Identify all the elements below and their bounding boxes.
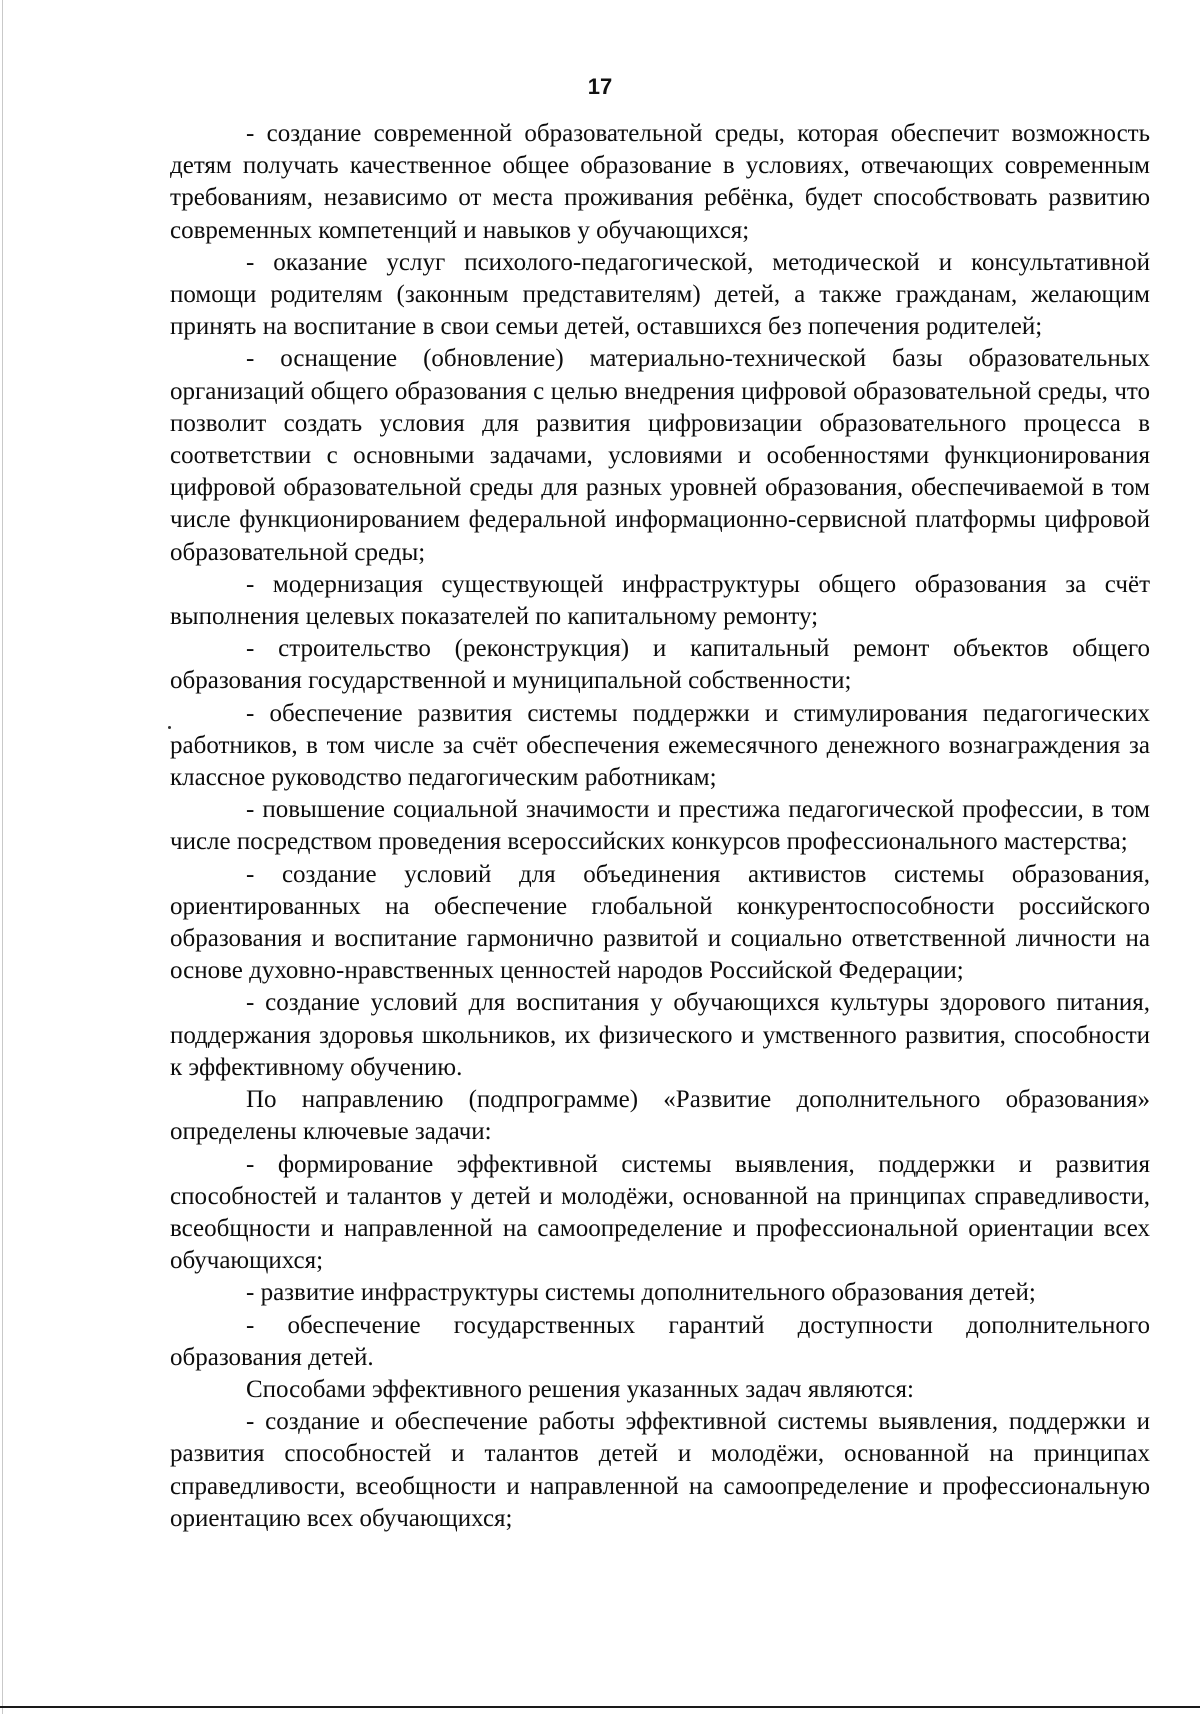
paragraph: - создание условий для объединения активистов системы образования, ориентированных на обеспечение глобальной конкурентоспособности российского образования и воспитание гармонично развитой и социально ответственной личности на основе духовно-нравственных ценностей народов Российской Федерации; xyxy=(170,860,1150,985)
paragraph: - оснащение (обновление) материально-технической базы образовательных организаций общего образования с целью внедрения цифровой образовательной среды, что позволит создать условия для развития цифровизации образовательного процесса в соответствии с основными задачами, условиями и особенностями функционирования цифровой образовательной среды для разных уровней образования, обеспечиваемой в том числе функционированием федеральной информационно-сервисной платформы цифровой образовательной среды; xyxy=(170,345,1150,566)
paragraph: - модернизация существующей инфраструктуры общего образования за счёт выполнения целевых показателей по капитальному ремонту; xyxy=(170,570,1150,631)
paragraph: - создание и обеспечение работы эффективной системы выявления, поддержки и развития способностей и талантов детей и молодёжи, основанной на принципах справедливости, всеобщности и направленной на самоопределение и профессиональную ориентацию всех обучающихся; xyxy=(170,1408,1150,1532)
scan-edge-bottom xyxy=(0,1706,1200,1708)
paragraph: - повышение социальной значимости и престижа педагогической профессии, в том числе посредством проведения всероссийских конкурсов профессионального мастерства; xyxy=(170,796,1150,856)
paragraph: Способами эффективного решения указанных задач являются: xyxy=(246,1375,914,1403)
paragraph: - строительство (реконструкция) и капитальный ремонт объектов общего образования государственной и муниципальной собственности; xyxy=(170,635,1150,695)
scan-edge-left xyxy=(2,0,3,1714)
page-number: 17 xyxy=(587,74,613,99)
paragraph: - формирование эффективной системы выявления, поддержки и развития способностей и талантов у детей и молодёжи, основанной на принципах справедливости, всеобщности и направленной на самоопределение и профессиональной ориентации всех обучающихся; xyxy=(170,1150,1150,1275)
paragraph: - оказание услуг психолого-педагогической, методической и консультативной помощи родителям (законным представителям) детей, а также гражданам, желающим принять на воспитание в свои семьи детей, оставшихся без попечения родителей; xyxy=(170,248,1150,341)
paragraph: - обеспечение государственных гарантий доступности дополнительного образования детей. xyxy=(170,1311,1150,1371)
paragraph: По направлению (подпрограмме) «Развитие дополнительного образования» определены ключевые задачи: xyxy=(170,1086,1150,1146)
paragraph: - развитие инфраструктуры системы дополнительного образования детей; xyxy=(246,1279,1036,1307)
paragraph: - создание современной образовательной среды, которая обеспечит возможность детям получать качественное общее образование в условиях, отвечающих современным требованиям, независимо от места проживания ребёнка, будет способствовать развитию современных компетенций и навыков у обучающихся; xyxy=(170,120,1150,244)
paragraph: - создание условий для воспитания у обучающихся культуры здорового питания, поддержания здоровья школьников, их физического и умственного развития, способности к эффективному обучению. xyxy=(170,989,1150,1081)
paragraph: - обеспечение развития системы поддержки и стимулирования педагогических работников, в том числе за счёт обеспечения ежемесячного денежного вознаграждения за классное руководство педагогическим работникам; xyxy=(170,699,1150,792)
document-body xyxy=(170,118,1150,1535)
